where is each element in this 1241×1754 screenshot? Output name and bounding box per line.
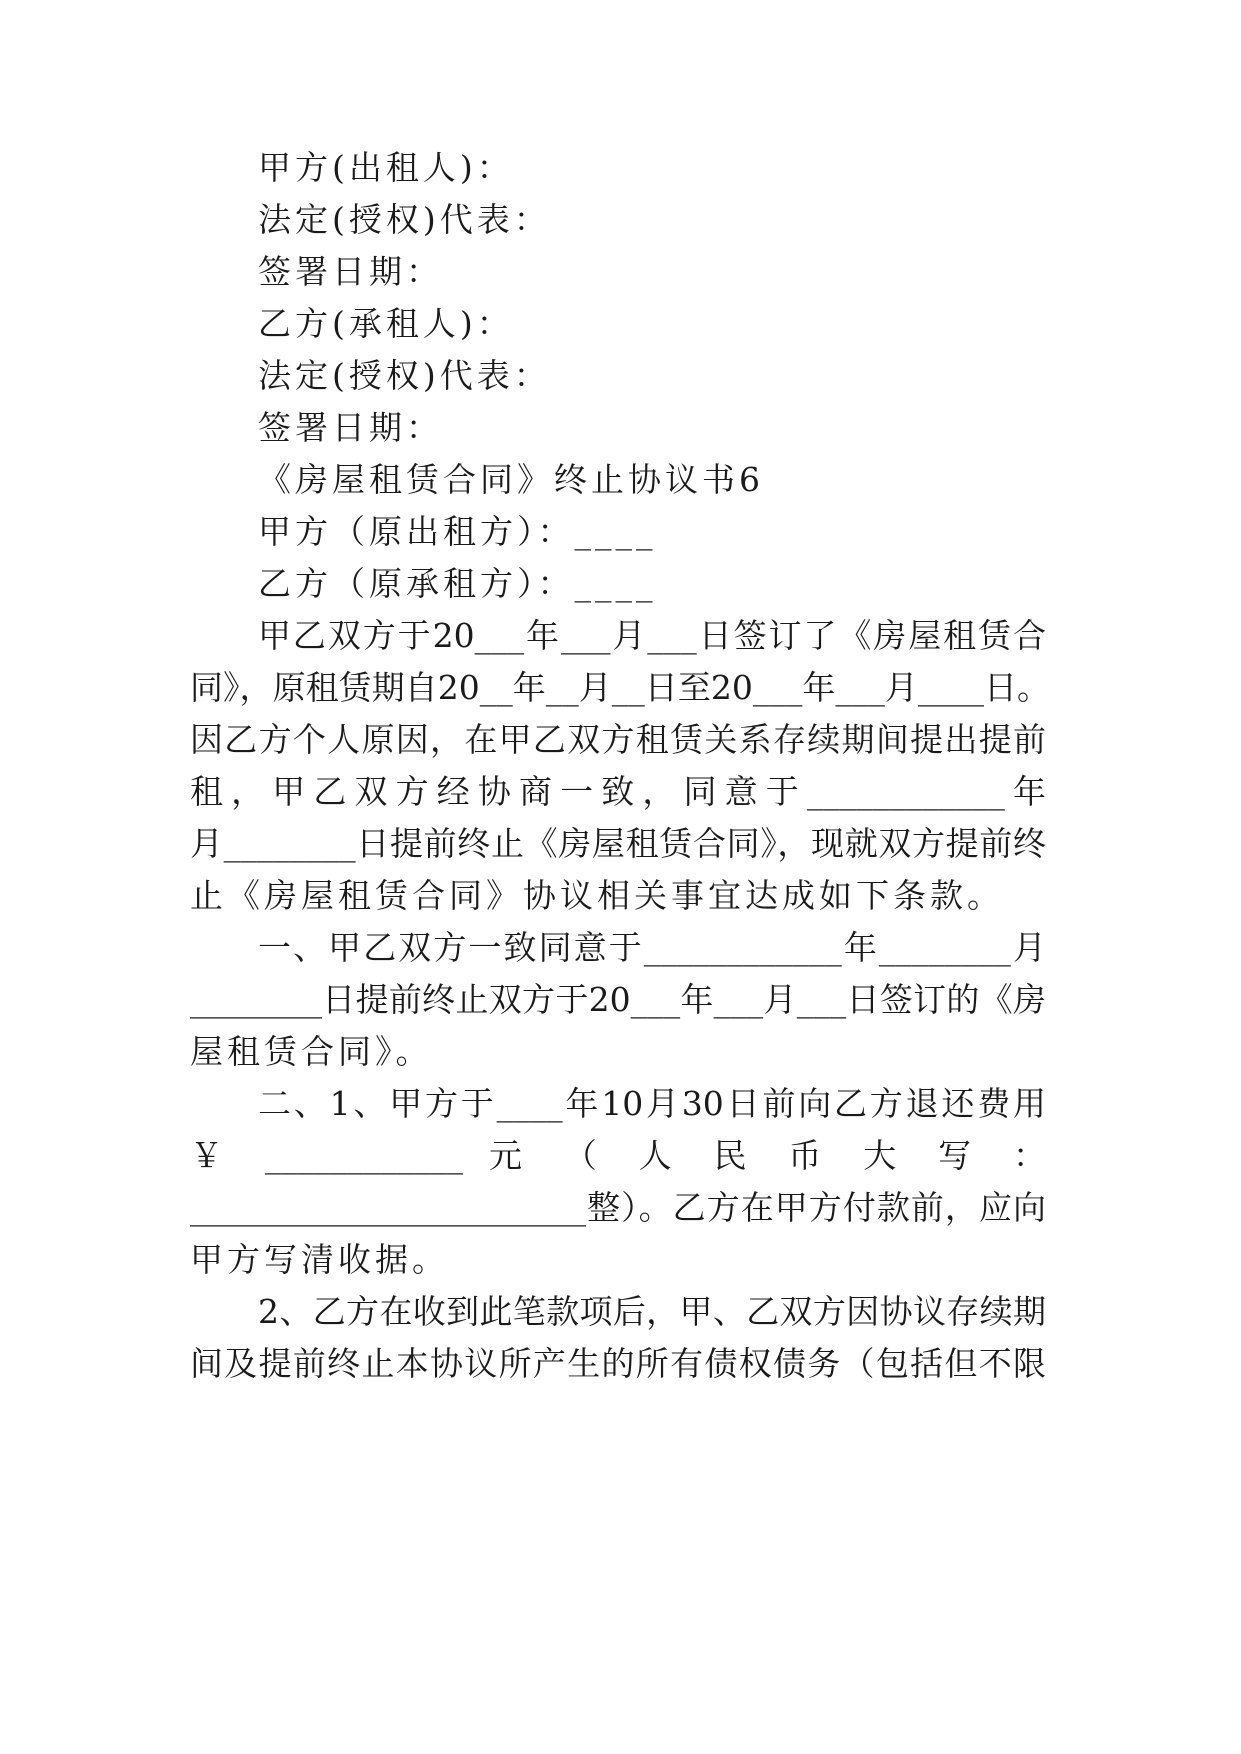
signature-date-b: 签署日期： bbox=[258, 408, 443, 447]
agreement-title: 《房屋租赁合同》终止协议书6 bbox=[258, 460, 764, 499]
clause2-line: 甲方写清收据。 bbox=[190, 1240, 449, 1279]
clause2-2-line: 间及提前终止本协议所产生的所有债权债务（包括但不限 bbox=[190, 1344, 1046, 1383]
intro-line: 止《房屋租赁合同》协议相关事宜达成如下条款。 bbox=[190, 876, 1004, 915]
clause2-line: ￥ ____________ 元 （ 人 民 币 大 写 ： bbox=[190, 1136, 1046, 1175]
signature-representative-b: 法定(授权)代表： bbox=[258, 356, 551, 395]
clause1-line: 屋租赁合同》。 bbox=[190, 1032, 433, 1071]
clause1-line: 一、甲乙双方一致同意于____________年________月 bbox=[258, 928, 1046, 967]
clause1-line: ________日提前终止双方于20___年___月___日签订的《房 bbox=[190, 980, 1046, 1019]
signature-representative-a: 法定(授权)代表： bbox=[258, 200, 551, 239]
signature-date-a: 签署日期： bbox=[258, 252, 443, 291]
clause2-2-line: 2、乙方在收到此笔款项后，甲、乙双方因协议存续期 bbox=[258, 1292, 1046, 1331]
signature-party-b: 乙方(承租人)： bbox=[258, 304, 514, 343]
intro-line: 甲乙双方于20___年___月___日签订了《房屋租赁合 bbox=[258, 616, 1046, 655]
intro-line: 同》，原租赁期自20__年__月__日至20___年___月____日。 bbox=[190, 668, 1050, 707]
clause2-line: ________________________整）。乙方在甲方付款前，应向 bbox=[190, 1188, 1046, 1227]
clause2-line: 二、1、甲方于____年10月30日前向乙方退还费用 bbox=[258, 1084, 1046, 1123]
intro-line: 租，甲乙双方经协商一致，同意于____________年 bbox=[190, 772, 1046, 811]
agreement-party-b: 乙方（原承租方）：____ bbox=[258, 564, 657, 603]
agreement-party-a: 甲方（原出租方）：____ bbox=[258, 512, 657, 551]
intro-line: 月________日提前终止《房屋租赁合同》，现就双方提前终 bbox=[190, 824, 1046, 863]
signature-party-a: 甲方(出租人)： bbox=[258, 148, 514, 187]
intro-line: 因乙方个人原因，在甲乙双方租赁关系存续期间提出提前 bbox=[190, 720, 1046, 759]
